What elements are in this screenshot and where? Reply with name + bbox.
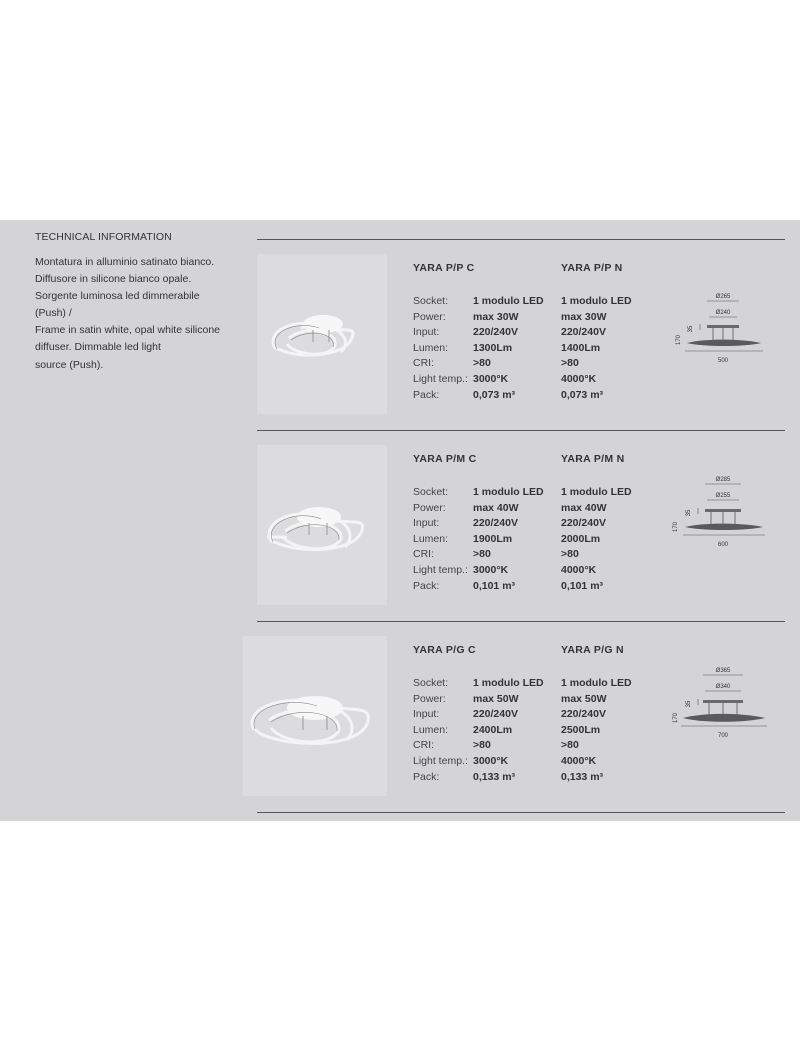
description-line: diffuser. Dimmable led light <box>35 341 161 354</box>
model-name-n: YARA P/G N <box>561 644 624 656</box>
ceiling-lamp-icon <box>243 636 387 796</box>
spec-label: Power: <box>413 692 446 705</box>
spec-value-c: >80 <box>473 357 491 370</box>
model-name-c: YARA P/M C <box>413 453 477 465</box>
spec-label: Power: <box>413 310 446 323</box>
spec-label: Input: <box>413 708 440 721</box>
dim-height-body: 35 <box>686 509 692 517</box>
model-name-n: YARA P/M N <box>561 453 625 465</box>
spec-value-n: 2500Lm <box>561 723 601 736</box>
spec-value-c: 1 modulo LED <box>473 486 544 498</box>
spec-label: Socket: <box>413 486 449 498</box>
spec-label: CRI: <box>413 739 434 752</box>
product-description <box>35 254 250 374</box>
spec-value-c: >80 <box>473 548 491 561</box>
spec-value-n: max 50W <box>561 692 607 705</box>
section-heading: TECHNICAL INFORMATION <box>35 231 172 243</box>
model-name-c: YARA P/P C <box>413 262 475 274</box>
dim-diameter-inner: Ø240 <box>715 310 731 316</box>
spec-label: Socket: <box>413 295 449 307</box>
product-section-pg <box>257 622 785 812</box>
dim-diameter-outer: Ø265 <box>715 294 731 300</box>
spec-value-n: 0,101 m³ <box>561 579 604 592</box>
product-image <box>257 254 387 414</box>
spec-value-n: 220/240V <box>561 517 606 530</box>
divider <box>257 812 785 813</box>
spec-value-c: max 40W <box>473 501 519 514</box>
spec-value-n: 220/240V <box>561 326 606 339</box>
dim-diameter-outer: Ø365 <box>715 668 731 674</box>
spec-label: Light temp.: <box>413 754 468 767</box>
spec-value-n: 4000°K <box>561 563 597 576</box>
ceiling-lamp-icon <box>257 445 387 605</box>
spec-value-n: 4000°K <box>561 754 597 767</box>
spec-value-c: 2400Lm <box>473 723 513 736</box>
spec-value-c: 1900Lm <box>473 532 513 545</box>
spec-label: CRI: <box>413 357 434 370</box>
spec-value-n: 0,073 m³ <box>561 388 604 401</box>
dim-height-total: 170 <box>673 521 679 533</box>
product-section-pp <box>257 240 785 430</box>
spec-label: Lumen: <box>413 532 449 545</box>
spec-value-c: 0,073 m³ <box>473 388 516 401</box>
spec-label: Pack: <box>413 579 440 592</box>
dim-width: 500 <box>717 358 729 364</box>
spec-value-c: 220/240V <box>473 326 518 339</box>
spec-value-n: 4000°K <box>561 372 597 385</box>
spec-label: Input: <box>413 326 440 339</box>
spec-value-c: 3000°K <box>473 754 509 767</box>
spec-value-c: 1300Lm <box>473 341 513 354</box>
spec-value-c: 1 modulo LED <box>473 677 544 689</box>
description-line: Diffusore in silicone bianco opale. <box>35 273 192 286</box>
spec-label: Pack: <box>413 388 440 401</box>
spec-value-n: >80 <box>561 357 579 370</box>
spec-value-n: 1 modulo LED <box>561 486 632 498</box>
spec-value-c: >80 <box>473 739 491 752</box>
spec-value-n: max 40W <box>561 501 607 514</box>
model-name-c: YARA P/G C <box>413 644 476 656</box>
model-name-n: YARA P/P N <box>561 262 623 274</box>
spec-label: Socket: <box>413 677 449 689</box>
spec-value-n: 1 modulo LED <box>561 677 632 689</box>
spec-value-n: max 30W <box>561 310 607 323</box>
spec-value-n: 1400Lm <box>561 341 601 354</box>
spec-value-n: 1 modulo LED <box>561 295 632 307</box>
product-image <box>243 636 387 796</box>
dim-diameter-inner: Ø340 <box>715 684 731 690</box>
spec-value-n: 2000Lm <box>561 532 601 545</box>
spec-value-c: 0,101 m³ <box>473 579 516 592</box>
spec-label: Light temp.: <box>413 563 468 576</box>
spec-value-n: >80 <box>561 739 579 752</box>
description-line: Frame in satin white, opal white silicone <box>35 324 221 337</box>
spec-value-c: max 30W <box>473 310 519 323</box>
spec-value-c: 220/240V <box>473 708 518 721</box>
spec-value-n: >80 <box>561 548 579 561</box>
product-image <box>257 445 387 605</box>
dim-diameter-outer: Ø285 <box>715 477 731 483</box>
spec-value-c: 3000°K <box>473 372 509 385</box>
ceiling-lamp-icon <box>257 254 387 414</box>
spec-label: Power: <box>413 501 446 514</box>
description-line: source (Push). <box>35 358 104 371</box>
spec-label: Lumen: <box>413 341 449 354</box>
spec-label: Light temp.: <box>413 372 468 385</box>
product-section-pm <box>257 431 785 621</box>
description-line: Montatura in alluminio satinato bianco. <box>35 256 215 268</box>
spec-value-c: 220/240V <box>473 517 518 530</box>
dimension-drawing <box>665 473 775 573</box>
technical-sheet <box>0 220 800 821</box>
dimension-drawing <box>665 664 775 764</box>
spec-value-c: max 50W <box>473 692 519 705</box>
dim-height-total: 170 <box>676 334 682 346</box>
spec-value-n: 0,133 m³ <box>561 770 604 783</box>
dim-width: 600 <box>717 542 729 548</box>
dim-height-total: 170 <box>673 712 679 724</box>
dim-height-body: 35 <box>688 325 694 333</box>
dim-diameter-inner: Ø255 <box>715 493 731 499</box>
dim-height-body: 35 <box>686 700 692 708</box>
spec-label: Lumen: <box>413 723 449 736</box>
dimension-drawing <box>665 290 775 390</box>
description-line: Sorgente luminosa led dimmerabile <box>35 290 200 303</box>
spec-value-c: 0,133 m³ <box>473 770 516 783</box>
spec-label: Pack: <box>413 770 440 783</box>
dim-width: 700 <box>717 733 729 739</box>
spec-value-c: 1 modulo LED <box>473 295 544 307</box>
spec-label: Input: <box>413 517 440 530</box>
spec-value-c: 3000°K <box>473 563 509 576</box>
spec-label: CRI: <box>413 548 434 561</box>
description-line: (Push) / <box>35 307 72 320</box>
spec-value-n: 220/240V <box>561 708 606 721</box>
